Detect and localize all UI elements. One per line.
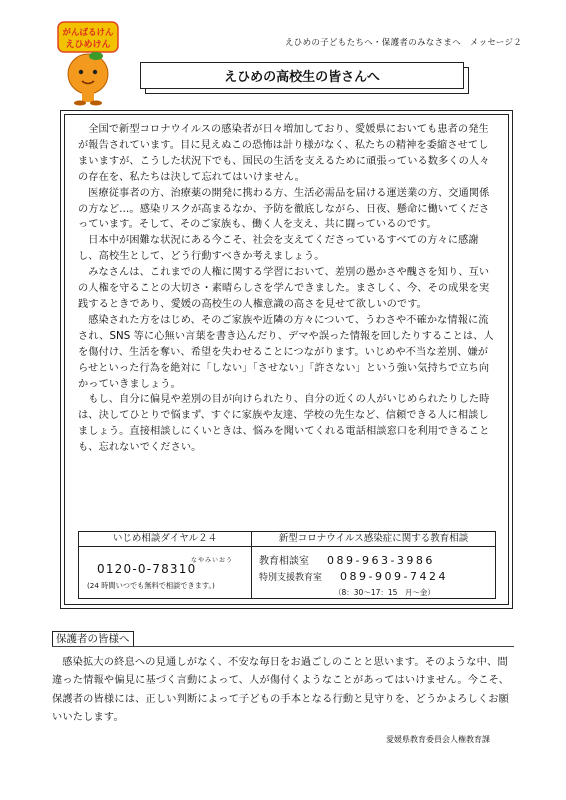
guardian-divider <box>52 646 514 647</box>
consult-hours: （8：30～17：15 月～金） <box>334 588 435 597</box>
paragraph-3: 日本中が困難な状況にある今こそ、社会を支えてくださっているすべての方々に感謝し、高校生として、どう行動すべきか考えましょう。 <box>78 235 479 263</box>
guardian-heading: 保護者の皆様へ <box>52 631 134 647</box>
covid-consult-title: 新型コロナウイルス感染症に関する教育相談 <box>252 532 495 547</box>
special-support-label: 特別支援教育室 <box>259 573 323 583</box>
guardian-paragraph: 感染拡大の終息への見通しがなく、不安な毎日をお過ごしのことと思います。そのような中、間違った情報や偏見に基づく言動によって、人が傷付くようなことがあってはいけません。今こそ、保護者の皆様には、正しい判断によって子どもの手本となる行動と見守りを、どうかよろしくお願いいたします。 <box>52 657 510 723</box>
series-header: えひめの子どもたちへ・保護者のみなさまへ メッセージ２ <box>285 38 523 48</box>
paragraph-5: 感染された方をはじめ、そのご家族や近隣の方々について、うわさや不確かな情報に流され、SNS 等に心無い言葉を書き込んだり、デマや誤った情報を回したりすることは、人を傷付け、生活を奪い、希望を失わせることにつながります。いじめや不当な差別、嫌がらせといった行為を絶対に「しない」「させない」「許さない」という強い気持ちで立ち向かっていきましょう。 <box>78 314 494 390</box>
special-support-number[interactable]: 089-909-7424 <box>340 570 448 583</box>
issuer-footer: 愛媛県教育委員会人権教育課 <box>386 735 490 744</box>
mascot-logo <box>52 18 124 106</box>
consult-room-label: 教育相談室 <box>259 556 309 567</box>
consult-row-1 <box>259 552 435 567</box>
guardian-message <box>52 654 514 727</box>
page-title: えひめの高校生の皆さんへ <box>140 62 464 89</box>
paragraph-6: もし、自分に偏見や差別の目が向けられたり、自分の近くの人がいじめられたりした時は、決してひとりで悩まず、すぐに家族や友達、学校の先生など、信頼できる人に相談しましょう。直接相談しにくいときは、悩みを聞いてくれる電話相談窓口を利用できることも、忘れないでください。 <box>78 394 490 454</box>
contact-table <box>78 531 496 599</box>
paragraph-1: 全国で新型コロナウイルスの感染者が日々増加しており、愛媛県においても患者の発生が報告されています。目に見えぬこの恐怖は計り様がなく、私たちの精神を委縮させてしまいますが、こうした状況下でも、国民の生活を支えるために頑張っている数多くの人々の存在を、私たちは決して忘れてはいけません。 <box>78 124 490 183</box>
paragraph-2: 医療従事者の方、治療薬の開発に携わる方、生活必需品を届ける運送業の方、交通関係の方など…。感染リスクが高まるなか、予防を徹底しながら、日夜、懸命に働いてくださっています。そして、そのご家族も、働く人を支え、共に闘っているのです。 <box>78 187 490 231</box>
consult-row-2 <box>259 570 448 583</box>
message-body <box>78 122 494 456</box>
mascot-banner-2: えひめけん <box>65 40 111 50</box>
consult-room-number[interactable]: 089-963-3986 <box>327 554 435 567</box>
bullying-hotline-number[interactable]: 0120-0-78310 <box>97 562 197 576</box>
bullying-hotline-title: いじめ相談ダイヤル２４ <box>79 532 251 547</box>
bullying-hotline-ruby: なやみいおう <box>191 557 234 564</box>
bullying-hotline-note: (24 時間いつでも無料で相談できます。) <box>87 581 215 590</box>
mascot-banner-1: がんばるけん <box>62 28 114 38</box>
bullying-hotline-cell <box>79 532 252 598</box>
paragraph-4: みなさんは、これまでの人権に関する学習において、差別の愚かさや醜さを知り、互いの人権を守ることの大切さ・素晴らしさを学んできました。まさしく、今、その成果を実践するときであり、愛媛の高校生の人権意識の高さを見せて欲しいのです。 <box>78 267 490 310</box>
